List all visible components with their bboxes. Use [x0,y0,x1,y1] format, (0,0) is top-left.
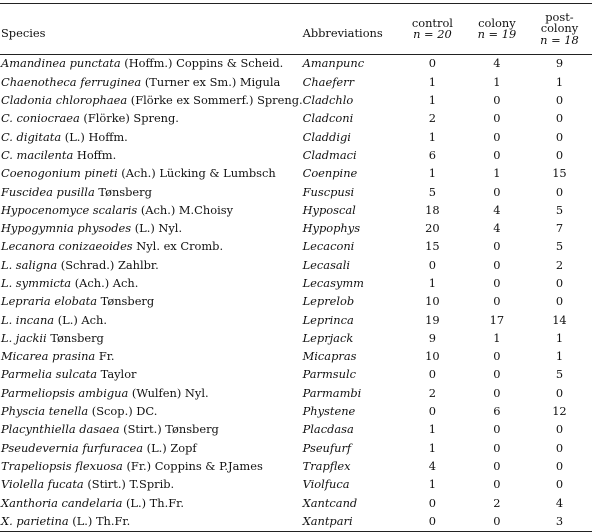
species-cell [0,439,303,457]
species-name: C. macilenta [1,147,74,162]
header-control-n: n = 20 [413,27,452,41]
post-colony-cell: 0 [555,440,564,455]
species-cell [0,146,303,164]
table-row [0,421,592,439]
species-name: Hypocenomyce scalaris [1,202,138,217]
header-control-label: control [411,15,453,30]
table-row [0,458,592,476]
post-colony-cell: 15 [552,166,567,181]
abbreviation-cell: Leprjack [302,330,354,345]
abbreviation-cell: Amanpunc [302,56,365,71]
species-cell [0,366,303,384]
header-abbreviations: Abbreviations [303,4,398,55]
control-cell: 19 [425,312,440,327]
table-row [0,384,592,402]
species-cell [0,458,303,476]
abbreviation-cell: Leprinca [302,312,354,327]
colony-cell: 0 [493,239,501,254]
species-authority: Fr. [95,349,115,364]
table-row [0,128,592,146]
abbreviation-cell: Parmsulc [302,367,357,382]
species-authority: (Ach.) Ach. [71,276,139,290]
species-name: L. incana [1,312,55,327]
post-colony-cell: 0 [555,458,564,473]
species-authority: (Stirt.) Tønsberg [119,422,219,437]
table-row [0,494,592,512]
species-name: Xanthoria candelaria [1,495,123,510]
species-name: Trapeliopsis flexuosa [1,458,123,473]
abbreviation-cell: Trapflex [302,458,351,473]
species-cell [0,220,303,238]
species-authority: (Ach.) Lücking & Lumbsch [117,166,276,181]
colony-cell: 0 [467,512,527,531]
species-name: Lepraria elobata [1,294,98,309]
header-post-colony [527,4,592,55]
colony-cell: 4 [493,221,501,236]
species-name: Pseudevernia furfuracea [1,440,144,455]
table-row [0,183,592,201]
table-row [0,256,592,274]
colony-cell: 0 [493,184,501,199]
species-authority: (L.) Nyl. [131,221,183,236]
colony-cell: 0 [493,385,501,400]
species-cell [0,256,303,274]
post-colony-cell: 0 [555,184,564,199]
control-cell: 15 [425,239,440,254]
species-authority: (Ach.) M.Choisy [137,202,234,217]
control-cell: 10 [425,294,440,309]
abbreviation-cell: Parmambi [302,385,362,400]
species-authority: (L.) Th.Fr. [68,513,131,528]
table-row [0,201,592,219]
control-cell: 5 [428,184,437,199]
species-authority: (Fr.) Coppins & P.James [122,458,263,473]
species-cell [0,293,303,311]
post-colony-cell: 7 [555,221,564,236]
table-row [0,110,592,128]
abbreviation-cell: Micapras [302,349,357,364]
species-name: Fuscidea pusilla [1,184,95,199]
colony-cell: 0 [493,294,501,309]
control-cell: 9 [428,330,437,345]
table-row [0,220,592,238]
colony-cell: 17 [489,312,505,327]
post-colony-cell: 5 [555,239,564,254]
header-post-colony-n: n = 18 [540,32,579,47]
abbreviation-cell: Fuscpusi [302,184,355,199]
control-cell: 0 [428,257,437,272]
table-row [0,238,592,256]
species-authority: (Flörke) Spreng. [79,111,179,126]
species-authority: (Scop.) DC. [88,404,158,419]
species-table [0,3,592,532]
colony-cell: 0 [493,422,501,437]
species-cell [0,512,303,531]
species-authority: (L.) Th.Fr. [122,495,184,510]
post-colony-cell: 0 [555,422,564,437]
colony-cell: 2 [493,495,501,510]
header-colony-n: n = 19 [477,27,517,41]
species-authority: Taylor [97,367,137,382]
species-authority: Tønsberg [94,184,152,199]
control-cell: 1 [428,477,437,492]
abbreviation-cell: Lecaconi [302,239,355,254]
post-colony-cell: 1 [555,330,564,345]
post-colony-cell: 0 [555,147,564,162]
control-cell: 0 [428,56,437,71]
species-cell [0,73,303,91]
species-name: Coenogonium pineti [1,166,118,181]
control-cell: 1 [428,440,437,455]
post-colony-cell: 9 [555,56,564,71]
table-row [0,439,592,457]
post-colony-cell: 0 [555,477,564,492]
post-colony-cell: 0 [555,294,564,309]
table-row [0,366,592,384]
species-cell [0,494,303,512]
species-name: Violella fucata [1,477,84,492]
species-cell [0,476,303,494]
control-cell: 1 [428,166,437,181]
post-colony-cell: 12 [552,404,567,419]
colony-cell: 0 [493,477,501,492]
control-cell: 18 [425,202,440,217]
colony-cell: 0 [493,129,501,144]
species-cell [0,55,303,74]
table-row [0,73,592,91]
table-body [0,55,592,532]
species-authority: (Wulfen) Nyl. [128,385,209,400]
post-colony-cell: 0 [555,276,564,290]
species-cell [0,329,303,347]
table-row [0,92,592,110]
control-cell: 4 [428,458,437,473]
colony-cell: 1 [493,330,501,345]
table-row [0,311,592,329]
header-control [398,4,467,55]
abbreviation-cell: Cladchlo [302,93,354,108]
control-cell: 1 [428,276,437,290]
colony-cell: 0 [493,440,501,455]
header-colony [467,4,527,55]
abbreviation-cell: Coenpine [302,166,358,181]
species-cell [0,311,303,329]
species-name: Cladonia chlorophaea [1,93,128,108]
table-row [0,348,592,366]
control-cell: 0 [428,404,437,419]
colony-cell: 4 [493,56,501,71]
species-authority: Tønsberg [97,294,155,309]
species-cell [0,275,303,293]
abbreviation-cell: Lecasali [302,257,351,272]
colony-cell: 0 [493,111,501,126]
species-cell [0,384,303,402]
abbreviation-cell: Cladconi [302,111,354,126]
post-colony-cell: 5 [555,367,564,382]
species-name: Physcia tenella [1,404,89,419]
control-cell: 10 [425,349,440,364]
species-cell [0,92,303,110]
header-post-colony-label: post-colony [540,9,579,36]
colony-cell: 0 [493,147,501,162]
colony-cell: 0 [493,276,501,290]
abbreviation-cell: Xantcand [302,495,358,510]
species-cell [0,165,303,183]
species-authority: Nyl. ex Cromb. [132,239,224,254]
post-colony-cell: 1 [555,74,564,89]
control-cell: 1 [428,422,437,437]
colony-cell: 0 [493,349,501,364]
species-cell [0,128,303,146]
colony-cell: 6 [493,404,501,419]
table-row [0,146,592,164]
species-authority: (L.) Zopf [143,440,197,455]
species-authority: Tønsberg [46,330,104,345]
colony-cell: 4 [493,202,501,217]
colony-cell: 0 [493,367,501,382]
species-authority: (Turner ex Sm.) Migula [141,74,281,89]
abbreviation-cell: Hypophys [302,221,361,236]
post-colony-cell: 0 [555,93,564,108]
species-cell [0,201,303,219]
species-name: L. saligna [1,257,58,272]
species-name: X. parietina [1,513,69,528]
species-authority: (L.) Hoffm. [61,129,128,144]
post-colony-cell: 4 [555,495,564,510]
table-row [0,403,592,421]
post-colony-cell: 1 [555,349,564,364]
species-name: C. coniocraea [1,111,80,126]
abbreviation-cell: Leprelob [302,294,355,309]
header-colony-label: colony [478,15,516,30]
species-name: Placynthiella dasaea [1,422,120,437]
species-name: Parmeliopsis ambigua [1,385,129,400]
species-cell [0,403,303,421]
table-row [0,275,592,293]
table-row [0,329,592,347]
control-cell: 6 [428,147,437,162]
species-cell [0,348,303,366]
species-authority: Hoffm. [73,147,117,162]
control-cell: 2 [428,111,437,126]
abbreviation-cell: Pseufurf [302,440,352,455]
species-name: Chaenotheca ferruginea [1,74,142,89]
table-row [0,476,592,494]
post-colony-cell: 0 [555,129,564,144]
species-name: Parmelia sulcata [1,367,97,382]
abbreviation-cell: Claddigi [302,129,351,144]
species-authority: (Schrad.) Zahlbr. [57,257,159,272]
control-cell: 0 [428,495,437,510]
abbreviation-cell: Hyposcal [302,202,356,217]
abbreviation-cell: Chaeferr [302,74,355,89]
table-row [0,293,592,311]
control-cell: 1 [428,129,437,144]
header-species: Species [0,4,303,55]
species-cell [0,110,303,128]
control-cell: 20 [425,221,440,236]
species-name: L. symmicta [1,276,72,290]
species-name: L. jackii [1,330,47,345]
species-name: Hypogymnia physodes [1,221,132,236]
colony-cell: 0 [493,257,501,272]
species-authority: (Stirt.) T.Sprib. [83,477,175,492]
species-cell [0,421,303,439]
colony-cell: 1 [493,166,501,181]
species-name: Amandinea punctata [1,56,121,71]
colony-cell: 0 [493,93,501,108]
table-row [0,512,592,531]
table-row [0,55,592,74]
abbreviation-cell: Lecasymm [302,276,364,290]
control-cell: 0 [428,367,437,382]
post-colony-cell: 2 [555,257,564,272]
control-cell: 1 [428,74,437,89]
species-name: C. digitata [1,129,62,144]
abbreviation-cell: Cladmaci [302,147,357,162]
post-colony-cell: 5 [555,202,564,217]
species-name: Micarea prasina [1,349,96,364]
control-cell: 2 [428,385,437,400]
species-authority: (Hoffm.) Coppins & Scheid. [120,56,284,71]
abbreviation-cell: Violfuca [302,477,350,492]
abbreviation-cell: Placdasa [302,422,354,437]
post-colony-cell: 3 [527,512,592,531]
control-cell: 1 [428,93,437,108]
abbreviation-cell: Xantpari [303,512,398,531]
species-name: Lecanora conizaeoides [1,239,133,254]
post-colony-cell: 0 [555,385,564,400]
colony-cell: 1 [493,74,501,89]
abbreviation-cell: Phystene [302,404,356,419]
post-colony-cell: 14 [552,312,567,327]
species-cell [0,238,303,256]
species-authority: (Flörke ex Sommerf.) Spreng. [127,93,303,108]
species-authority: (L.) Ach. [54,312,107,327]
colony-cell: 0 [493,458,501,473]
table-header-row [0,4,592,55]
post-colony-cell: 0 [555,111,564,126]
species-cell [0,183,303,201]
table-row [0,165,592,183]
control-cell: 0 [398,512,467,531]
